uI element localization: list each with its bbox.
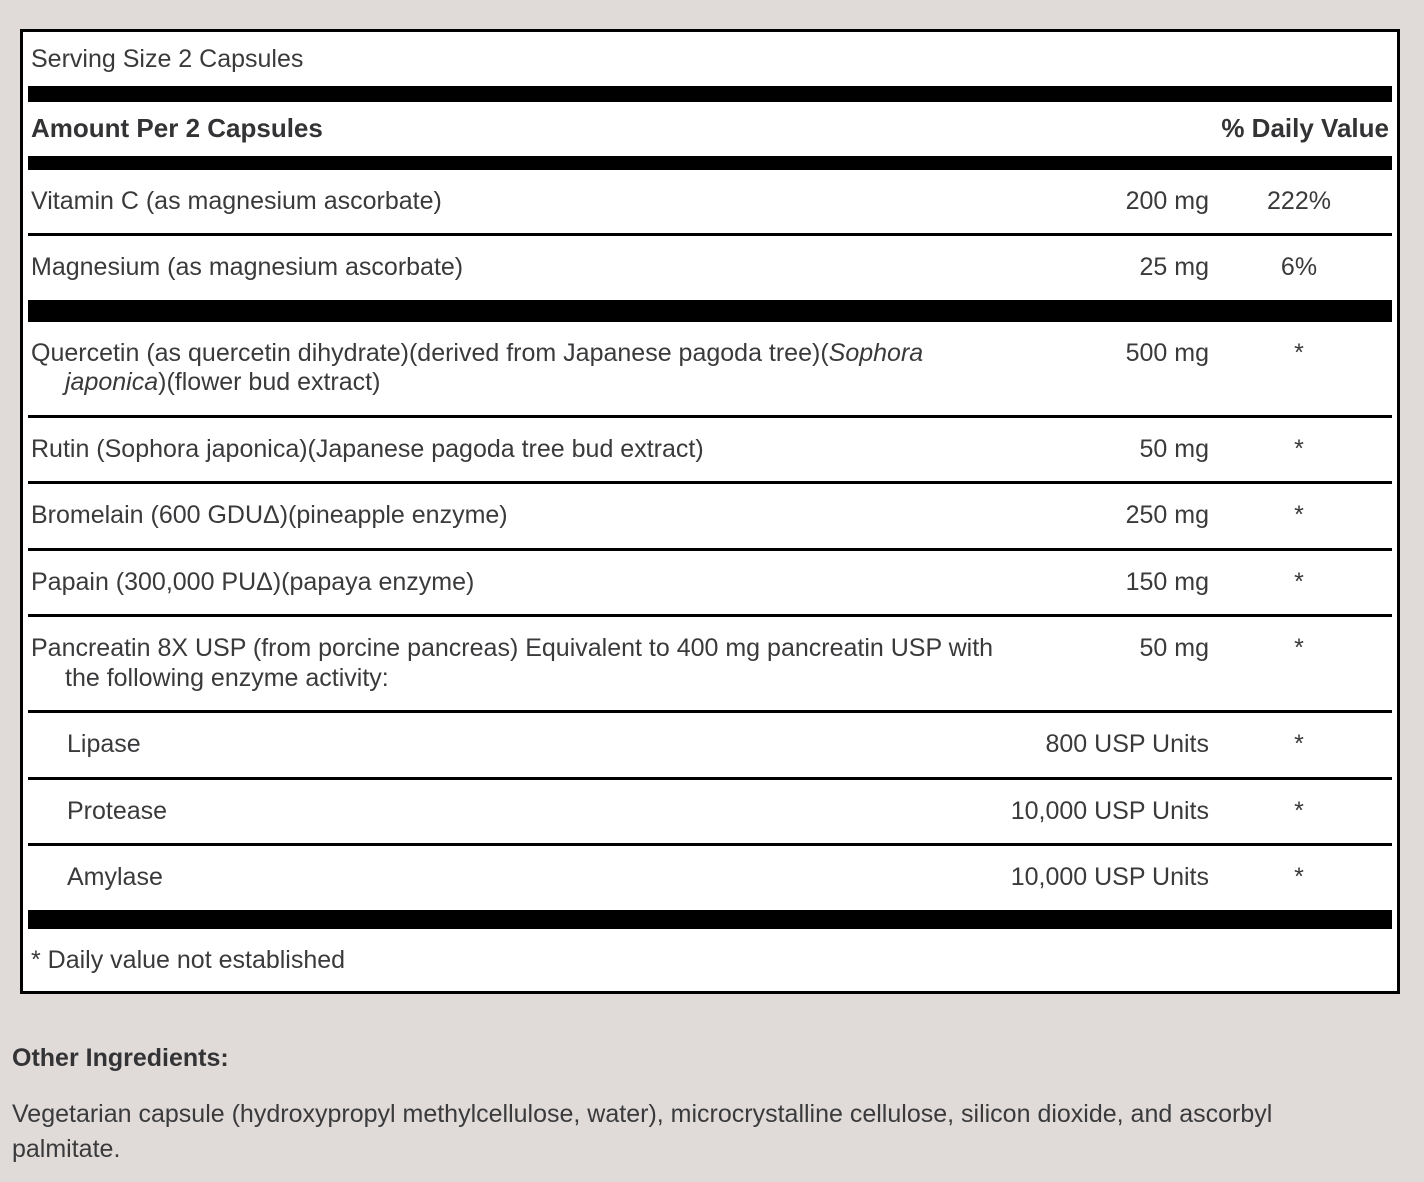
supplement-facts-panel	[20, 29, 1400, 994]
enzyme-amount: 10,000 USP Units	[1010, 863, 1209, 892]
daily-value: *	[1294, 730, 1304, 759]
daily-value: 222%	[1267, 186, 1331, 215]
daily-value: *	[1294, 634, 1304, 663]
daily-value: *	[1294, 796, 1304, 825]
ingredient-name: Rutin (Sophora japonica)(Japanese pagoda tree bud extract)	[31, 434, 704, 463]
ingredient-amount: 150 mg	[1125, 567, 1209, 596]
table-header	[28, 102, 1392, 156]
enzyme-amount: 10,000 USP Units	[1010, 796, 1209, 825]
ingredient-name-text: )(flower bud extract)	[158, 368, 381, 397]
ingredient-name-latin: Sophora japonica	[65, 338, 924, 397]
ingredient-name: Papain (300,000 PUΔ)(papaya enzyme)	[31, 567, 475, 596]
table-row	[28, 713, 1392, 780]
daily-value: 6%	[1280, 253, 1318, 282]
enzyme-name: Amylase	[67, 863, 163, 892]
table-row	[28, 170, 1392, 237]
other-ingredients-heading: Other Ingredients:	[12, 1044, 229, 1073]
table-row	[28, 846, 1392, 910]
separator-bar-middle	[28, 300, 1392, 322]
ingredient-name-text: Quercetin (as quercetin dihydrate)(derived from Japanese pagoda tree)(	[31, 338, 829, 367]
daily-value: *	[1294, 338, 1304, 367]
ingredient-amount: 500 mg	[1125, 338, 1209, 367]
enzyme-amount: 800 USP Units	[1045, 730, 1209, 759]
table-row	[28, 484, 1392, 551]
enzyme-name: Lipase	[67, 730, 141, 759]
ingredient-amount: 250 mg	[1125, 501, 1209, 530]
daily-value: *	[1294, 863, 1304, 892]
table-row	[28, 322, 1392, 418]
table-row	[28, 780, 1392, 847]
ingredient-amount: 50 mg	[1139, 434, 1209, 463]
ingredient-amount: 200 mg	[1125, 186, 1209, 215]
daily-value-header-label: % Daily Value	[1221, 112, 1389, 143]
enzyme-name: Protease	[67, 796, 168, 825]
ingredient-name: Bromelain (600 GDUΔ)(pineapple enzyme)	[31, 501, 508, 530]
ingredient-name: Magnesium (as magnesium ascorbate)	[31, 253, 464, 282]
daily-value: *	[1294, 501, 1304, 530]
ingredient-amount: 25 mg	[1139, 253, 1209, 282]
table-row	[28, 617, 1392, 713]
separator-bar-bottom	[28, 910, 1392, 929]
ingredient-name: Vitamin C (as magnesium ascorbate)	[31, 186, 442, 215]
separator-bar-header	[28, 156, 1392, 170]
other-ingredients-text: Vegetarian capsule (hydroxypropyl methylcellulose, water), microcrystalline cellulose, silicon dioxide, and ascorbyl palmitate.	[12, 1100, 1273, 1163]
ingredient-name: Pancreatin 8X USP (from porcine pancreas) Equivalent to 400 mg pancreatin USP with the following enzyme activity:	[31, 634, 994, 692]
daily-value-footnote: * Daily value not established	[31, 945, 346, 974]
serving-size: Serving Size 2 Capsules	[31, 45, 304, 73]
ingredient-amount: 50 mg	[1139, 634, 1209, 663]
table-row	[28, 236, 1392, 300]
table-row	[28, 551, 1392, 618]
ingredient-name	[31, 339, 1009, 398]
other-ingredients-section	[12, 1044, 1400, 1166]
separator-bar-top	[28, 86, 1392, 102]
daily-value: *	[1294, 434, 1304, 463]
amount-header-label: Amount Per 2 Capsules	[31, 112, 323, 143]
daily-value: *	[1294, 567, 1304, 596]
table-row	[28, 418, 1392, 485]
